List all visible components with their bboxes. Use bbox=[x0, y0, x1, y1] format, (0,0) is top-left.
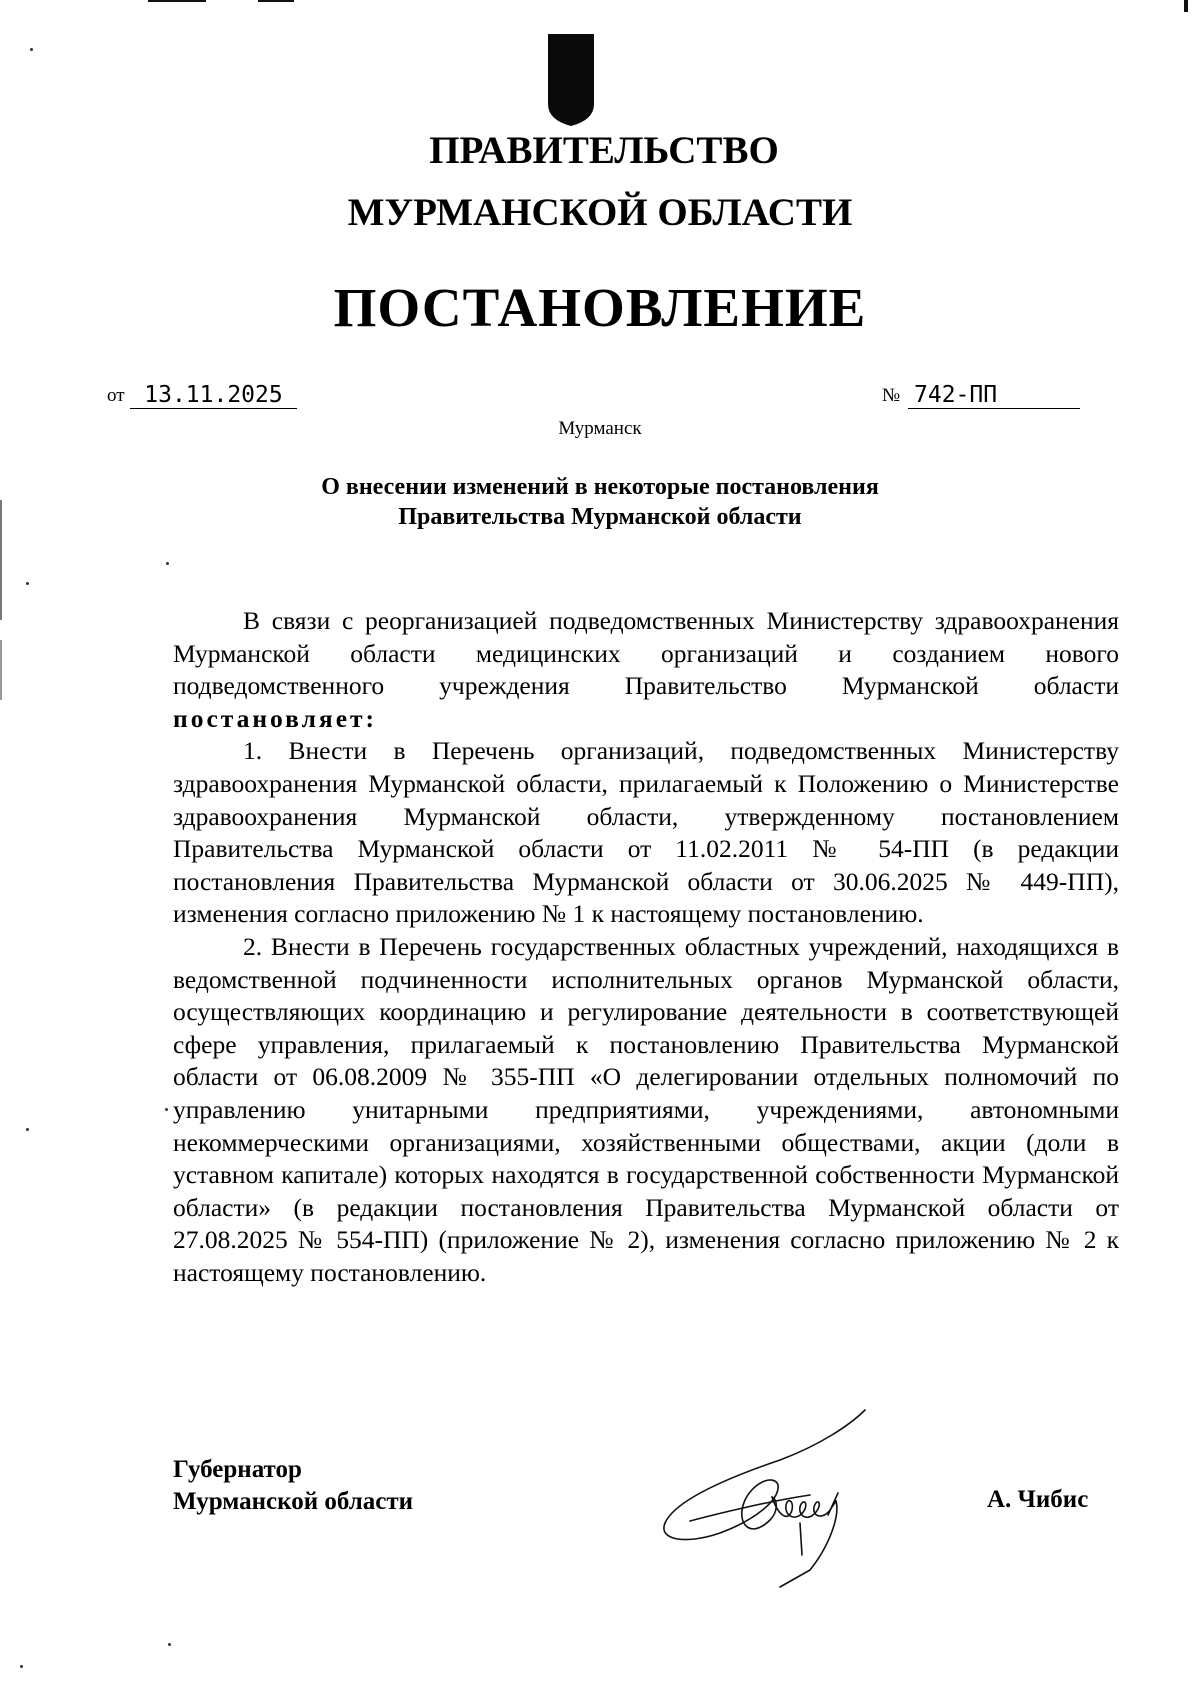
item-1-paragraph: 1. Внести в Перечень организаций, подведомственных Министерству здравоохранения Мурманской области, прилагаемый к Положению о Министерстве здравоохранения Мурманской области, утвержденному постановлением Правительства Мурманской области от 11.02.2011 № 54-ПП (в редакции постановления Правительства Мурманской области от 30.06.2025 № 449-ПП), изменения согласно приложению № 1 к настоящему постановлению. bbox=[173, 736, 1119, 929]
scan-dot bbox=[20, 1665, 23, 1668]
document-body bbox=[173, 605, 1119, 1289]
preamble-text: В связи с реорганизацией подведомственных Министерству здравоохранения Мурманской области медицинских организаций и созданием нового подведомственного учреждения Правительство Мурманской области bbox=[173, 606, 1119, 701]
org-name-line-1: ПРАВИТЕЛЬСТВО bbox=[429, 129, 779, 172]
document-subject bbox=[200, 472, 1000, 532]
scan-mark bbox=[148, 0, 206, 2]
scan-dot bbox=[26, 1128, 29, 1131]
subject-line-1: О внесении изменений в некоторые постановления bbox=[321, 474, 879, 500]
handwritten-signature bbox=[660, 1405, 910, 1590]
document-number: 742-ПП bbox=[908, 382, 1080, 409]
scan-mark bbox=[1184, 0, 1188, 12]
signer-title bbox=[173, 1454, 413, 1518]
item-2-paragraph: 2. Внести в Перечень государственных областных учреждений, находящихся в ведомственной подчиненности исполнительных органов Мурманской области, осуществляющих координацию и регулирование деятельности в соответствующей сфере управления, прилагаемый к постановлению Правительства Мурманской области от 06.08.2009 № 355-ПП «О делегировании отдельных полномочий по управлению унитарными предприятиями, учреждениями, автономными некоммерческими организациями, хозяйственными обществами, акции (доли в уставном капитале) которых находятся в государственной собственности Мурманской области» (в редакции постановления Правительства Мурманской области от 27.08.2025 № 554-ПП) (приложение № 2), изменения согласно приложению № 2 к настоящему постановлению. bbox=[173, 931, 1119, 1287]
scan-dot bbox=[26, 582, 29, 585]
coat-of-arms-emblem bbox=[547, 34, 595, 126]
signer-title-line-2: Мурманской области bbox=[173, 1488, 414, 1515]
scan-dot bbox=[166, 562, 169, 565]
signer-name: А. Чибис bbox=[987, 1486, 1089, 1513]
scan-dot bbox=[165, 1108, 168, 1111]
subject-line-2: Правительства Мурманской области bbox=[398, 504, 802, 530]
resolves-keyword: постановляет: bbox=[173, 703, 378, 733]
number-label: № bbox=[882, 385, 901, 406]
document-type: ПОСТАНОВЛЕНИЕ bbox=[333, 277, 867, 338]
scan-mark bbox=[0, 500, 2, 620]
scan-dot bbox=[30, 48, 33, 51]
date-label: от bbox=[107, 385, 125, 406]
signer-title-line-1: Губернатор bbox=[173, 1456, 302, 1483]
scan-mark bbox=[0, 640, 2, 700]
preamble-paragraph bbox=[173, 605, 1119, 735]
org-name-line-2: МУРМАНСКОЙ ОБЛАСТИ bbox=[347, 191, 853, 234]
scan-mark bbox=[258, 0, 294, 2]
document-date: 13.11.2025 bbox=[130, 382, 297, 409]
scan-dot bbox=[168, 1643, 171, 1646]
city: Мурманск bbox=[558, 418, 642, 439]
